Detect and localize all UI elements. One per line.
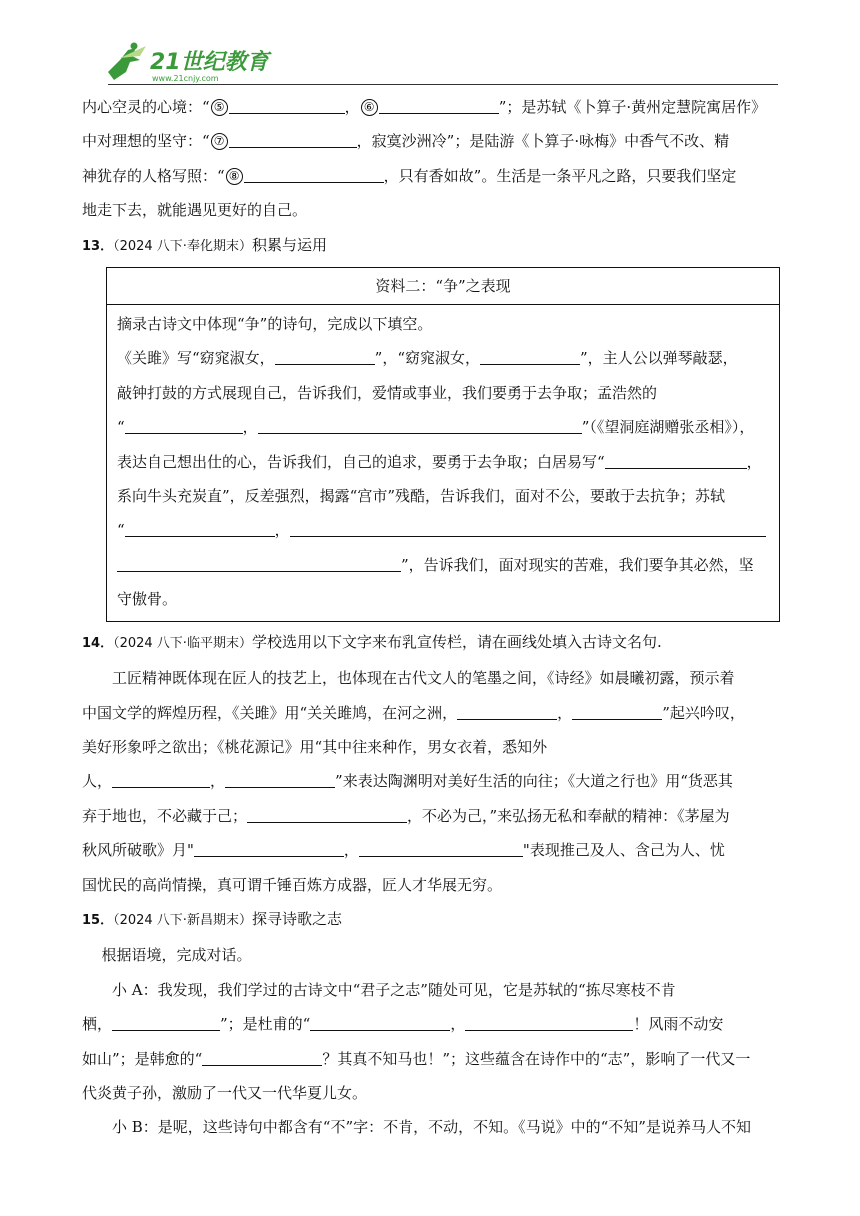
answer-blank[interactable] — [225, 771, 335, 789]
answer-blank[interactable] — [112, 771, 210, 789]
material-box-title: 资料二：“争”之表现 — [107, 268, 779, 305]
q12-line-1: 内心空灵的心境：“ ⑤ ， ⑥ ”；是苏轼《卜算子·黄州定慧院寓居作》 — [82, 98, 767, 116]
question-15-heading: 15．（2024 八下·新昌期末）探寻诗歌之志 — [82, 909, 342, 928]
answer-blank[interactable] — [465, 1014, 633, 1032]
circled-number-8: ⑧ — [226, 168, 243, 185]
circled-number-5: ⑤ — [211, 99, 228, 116]
answer-blank[interactable] — [194, 840, 344, 858]
logo-url: www.21cnjy.com — [152, 74, 219, 83]
q12-line-3: 神犹存的人格写照：“ ⑧ ，只有香如故”。生活是一条平凡之路，只要我们坚定 — [82, 166, 737, 185]
answer-blank[interactable] — [480, 348, 580, 366]
answer-blank[interactable] — [275, 348, 375, 366]
answer-blank[interactable] — [379, 97, 499, 115]
q12-line-2: 中对理想的坚守：“ ⑦ ，寂寞沙洲冷”；是陆游《卜算子·咏梅》中香气不改、精 — [82, 132, 730, 151]
q12-line-4: 地走下去，就能遇见更好的自己。 — [82, 201, 308, 220]
answer-blank[interactable] — [202, 1048, 322, 1066]
answer-blank[interactable] — [117, 554, 401, 572]
logo — [100, 42, 275, 84]
answer-blank[interactable] — [605, 451, 747, 469]
answer-blank[interactable] — [229, 131, 357, 149]
answer-blank[interactable] — [244, 165, 384, 183]
answer-blank[interactable] — [247, 805, 407, 823]
logo-text: 21世纪教育 — [150, 50, 269, 75]
answer-blank[interactable] — [125, 520, 275, 538]
question-14-heading: 14．（2024 八下·临平期末）学校选用以下文字来布乳宣传栏，请在画线处填入古诗文名句. — [82, 632, 662, 651]
circled-number-7: ⑦ — [211, 133, 228, 150]
circled-number-6: ⑥ — [361, 99, 378, 116]
page-header — [0, 0, 860, 88]
material-box — [106, 267, 780, 622]
answer-blank[interactable] — [125, 417, 243, 435]
header-divider — [108, 84, 778, 85]
material-box-body: 摘录古诗文中体现“争”的诗句，完成以下填空。 《关雎》写“窈窕淑女， ”，“窈窕淑女， ”，主人公以弹琴敲瑟， 敲钟打鼓的方式展现自己，告诉我们，爱情或事业，我们要勇于去争取；孟浩然的 “ ， ”（《望洞庭湖赠张丞相》）， 表达自己想出仕的心，告诉我们，自己的追求，要勇于去争取；白居易写“ ， 系向牛头充炭直”，反差强烈，揭露“宫市”残酷，告诉我们，面对不公，要敢于去抗争；苏轼 “ ， ”，告诉我们，面对现实的苦难，我们要争其必然，坚 守傲骨。 — [107, 305, 779, 621]
answer-blank[interactable] — [229, 97, 345, 115]
question-13-heading: 13．（2024 八下·奉化期末）积累与运用 — [82, 235, 327, 254]
answer-blank[interactable] — [290, 520, 766, 538]
answer-blank[interactable] — [572, 702, 662, 720]
answer-blank[interactable] — [359, 840, 523, 858]
answer-blank[interactable] — [112, 1014, 220, 1032]
answer-blank[interactable] — [258, 417, 582, 435]
answer-blank[interactable] — [310, 1014, 450, 1032]
answer-blank[interactable] — [457, 702, 557, 720]
document-body: 内心空灵的心境：“ ⑤ ， ⑥ ”；是苏轼《卜算子·黄州定慧院寓居作》 中对理想的坚守：“ ⑦ ，寂寞沙洲冷”；是陆游《卜算子·咏梅》中香气不改、精 神犹存的人格写照：“ ⑧ ，只有香如故”。生活是一条平凡之路，只要我们坚定 地走下去，就能遇见更好的自己。 13．（2024 八下·奉化期末）积累与运用 资料二：“争”之表现 摘录古诗文中体现“争”的诗句，完成以下填空。 《关雎》写“窈窕淑女， ”，“窈窕淑女， ”，主人公以弹琴敲瑟， 敲钟打鼓的方式展现自己，告诉我们，爱情或事业，我们要勇于去争取；孟浩然的 “ ， ”（《望洞庭湖赠张丞相》）， 表达自己想出仕的心，告诉我们，自己的追求，要勇于去争取；白居易写“ ， 系向牛头充炭直”，反差强烈，揭露“宫市”残酷，告诉我们，面对不公，要敢于去抗争；苏轼 “ ， ”，告诉我们，面对现实的苦难，我们要争其必然，坚 守傲骨。 14．（2024 八下·临平期末）学校选用以下文字来布乳宣传栏，请在画线处填入古诗文名句. 工匠精神既体现在匠人的技艺上，也体现在古代文人的笔墨之间，《诗经》如晨曦初露，预示着 中国文学的辉煌历程，《关雎》用“关关雎鸠，在河之洲， ， ”起兴吟叹， 美好形象呼之欲出；《桃花源记》用“其中往来种作，男女衣着，悉知外 人， ， ”来表达陶渊明对美好生活的向往；《大道之行也》用“货恶其 弃于地也，不必藏于己； ，不必为己，”来弘扬无私和奉献的精神：《茅屋为 秋风所破歌》月" ， "表现推己及人、含己为人、忧 国忧民的高尚情操，真可谓千锤百炼方成器，匠人才华展无穷。 15．（2024 八下·新昌期末）探寻诗歌之志 根据语境，完成对话。 小 A：我发现，我们学过的古诗文中“君子之志”随处可见，它是苏轼的“拣尽寒枝不肯 栖， ”；是杜甫的“ ， ！风雨不动安 如山”；是韩愈的“ ？其真不知马也！”；这些蕴含在诗作中的“志”，影响了一代又一 代炎黄子孙，激励了一代又一代华夏儿女。 小 B：是呢，这些诗句中都含有“不”字：不肯，不动，不知。《马说》中的“不知”是说养马人不知 — [82, 90, 782, 1145]
